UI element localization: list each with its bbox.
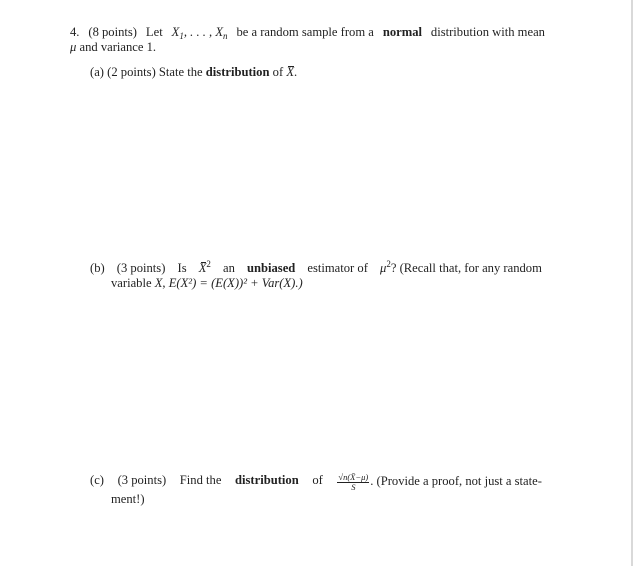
- x-bar-symbol: X: [286, 65, 295, 79]
- fraction-denominator: S: [351, 482, 356, 492]
- part-a-text-of: of: [272, 65, 284, 79]
- part-b-text-variable: variable: [111, 276, 152, 290]
- part-b-label: (b): [90, 261, 105, 275]
- part-a-label: (a): [90, 65, 104, 79]
- part-c-label: (c): [90, 473, 104, 487]
- part-b-text-estimator-of: estimator of: [307, 261, 368, 275]
- t-statistic-fraction: [337, 473, 369, 492]
- part-a: [90, 65, 545, 80]
- question-points: (8 points): [88, 25, 137, 39]
- part-c-text-find-the: Find the: [179, 473, 222, 487]
- variable-x: X: [154, 276, 163, 290]
- normal-word: normal: [382, 25, 422, 39]
- part-c: [90, 473, 542, 507]
- question-4-line-1: [70, 25, 545, 40]
- part-a-text-state-the: State the: [158, 65, 203, 79]
- part-b-points: (3 points): [116, 261, 166, 275]
- part-a-distribution-word: distribution: [205, 65, 270, 79]
- part-b-line-2: variable X, E(X²) = (E(X))² + Var(X).): [111, 276, 303, 290]
- fraction-numerator: √n(X̄−μ): [338, 472, 369, 482]
- part-b-formula: E(X²) = (E(X))² + Var(X).): [168, 276, 303, 290]
- question-4-line-2: [70, 40, 545, 55]
- part-c-points: (3 points): [117, 473, 167, 487]
- part-c-text-of: of: [312, 473, 323, 487]
- part-b-text-is: Is: [177, 261, 187, 275]
- text-be-a-random-sample: be a random sample from a: [236, 25, 374, 39]
- sample-variables: $X_1$, . . . , $X_n$: [171, 25, 228, 41]
- text-let: Let: [145, 25, 163, 39]
- text-and-variance: and variance 1.: [79, 40, 157, 54]
- part-b: [90, 261, 542, 291]
- part-b-line-1: [90, 261, 542, 276]
- part-c-distribution-word: distribution: [235, 473, 299, 487]
- mu-symbol: μ: [70, 40, 77, 54]
- part-b-text-an: an: [223, 261, 235, 275]
- part-c-line-1: [90, 473, 542, 492]
- question-number: 4.: [70, 25, 80, 39]
- part-b-mu-squared-recall: $\mu^2$? (Recall that, for any random: [380, 259, 542, 275]
- x-bar-squared: $X^2$: [198, 259, 211, 275]
- part-a-points: (2 points): [107, 65, 156, 79]
- part-b-unbiased-word: unbiased: [246, 261, 296, 275]
- question-4-stem: [70, 25, 545, 55]
- part-c-fraction-and-provide: $\frac{√n(X̄-\mu)}{S}$ . (Provide a proof, not just a state-: [338, 472, 542, 492]
- part-a-end: .: [294, 65, 298, 79]
- part-c-line-2: [90, 492, 542, 507]
- part-c-text-ment: ment!): [111, 492, 145, 506]
- text-distribution-with-mean: distribution with mean: [430, 25, 545, 39]
- part-a-line-1: [90, 65, 545, 80]
